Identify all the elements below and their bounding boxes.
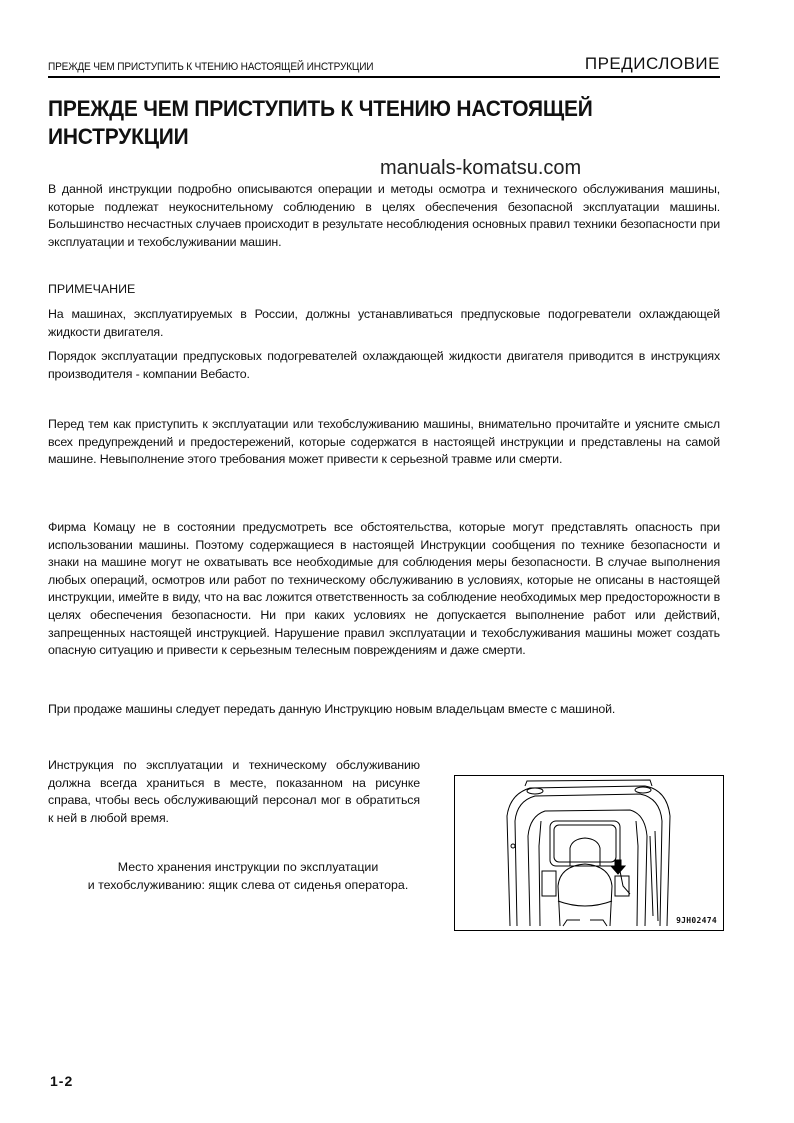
running-title: ПРЕЖДЕ ЧЕМ ПРИСТУПИТЬ К ЧТЕНИЮ НАСТОЯЩЕЙ ИНСТРУКЦИИ bbox=[48, 61, 374, 73]
caption-line-2: и техобслуживанию: ящик слева от сиденья оператора. bbox=[87, 878, 409, 892]
caption-line-1: Место хранения инструкции по эксплуатации bbox=[117, 860, 379, 874]
watermark: manuals-komatsu.com bbox=[380, 157, 582, 179]
running-header bbox=[48, 56, 720, 78]
operator-cab-figure bbox=[454, 775, 724, 931]
section-title: ПРЕДИСЛОВИЕ bbox=[584, 54, 720, 73]
page-number: 1-2 bbox=[50, 1073, 74, 1089]
note-paragraph-1: На машинах, эксплуатируемых в России, должны устанавливаться предпусковые подогреватели охлаждающей жидкости двигателя. bbox=[48, 307, 720, 339]
note-label: ПРИМЕЧАНИЕ bbox=[48, 282, 136, 296]
page-title: ПРЕЖДЕ ЧЕМ ПРИСТУПИТЬ К ЧТЕНИЮ НАСТОЯЩЕЙ ИНСТРУКЦИИ bbox=[48, 96, 593, 149]
sale-paragraph: При продаже машины следует передать данную Инструкцию новым владельцам вместе с машиной. bbox=[48, 702, 616, 716]
intro-paragraph: В данной инструкции подробно описываются операции и методы осмотра и технического обслуживания машины, которые подлежат неукоснительному соблюдению в целях обеспечения безопасной эксплуатации машины. Большинство несчастных случаев происходит в результате несоблюдения основных правил техники безопасности при эксплуатации и техобслуживании машин. bbox=[48, 182, 720, 249]
figure-caption bbox=[48, 858, 448, 894]
komatsu-paragraph: Фирма Комацу не в состоянии предусмотреть все обстоятельства, которые могут представлять опасность при использовании машины. Поэтому содержащиеся в настоящей Инструкции сообщения по технике безопасности и знаки на машине могут не охватывать все необходимые для соблюдения меры безопасности. В случае выполнения любых операций, осмотров или работ по техническому обслуживанию в условиях, которые не описаны в настоящей инструкции, имейте в виду, что на вас ложится ответственность за соблюдение необходимых мер предосторожности в целях обеспечения безопасности. Ни при каких условиях не допускается выполнение работ или действий, запрещенных настоящей инструкцией. Нарушение правил эксплуатации и техобслуживания машины может создать опасную ситуацию и привести к серьезным телесным повреждениям и даже смерти. bbox=[48, 520, 720, 658]
note-paragraph-2: Порядок эксплуатации предпусковых подогревателей охлаждающей жидкости двигателя приводится в инструкциях производителя - компании Вебасто. bbox=[48, 349, 720, 381]
operator-cab-seat-icon bbox=[455, 776, 722, 929]
storage-paragraph: Инструкция по эксплуатации и техническому обслуживанию должна всегда храниться в месте, показанном на рисунке справа, чтобы весь обслуживающий персонал мог в обратиться к ней в любой время. bbox=[48, 758, 420, 825]
warning-paragraph: Перед тем как приступить к эксплуатации или техобслуживанию машины, внимательно прочитайте и уясните смысл всех предупреждений и предостережений, которые содержатся в настоящей инструкции и представлены на самой машине. Невыполнение этого требования может привести к серьезной травме или смерти. bbox=[48, 417, 720, 467]
figure-id: 9JH02474 bbox=[676, 916, 717, 925]
